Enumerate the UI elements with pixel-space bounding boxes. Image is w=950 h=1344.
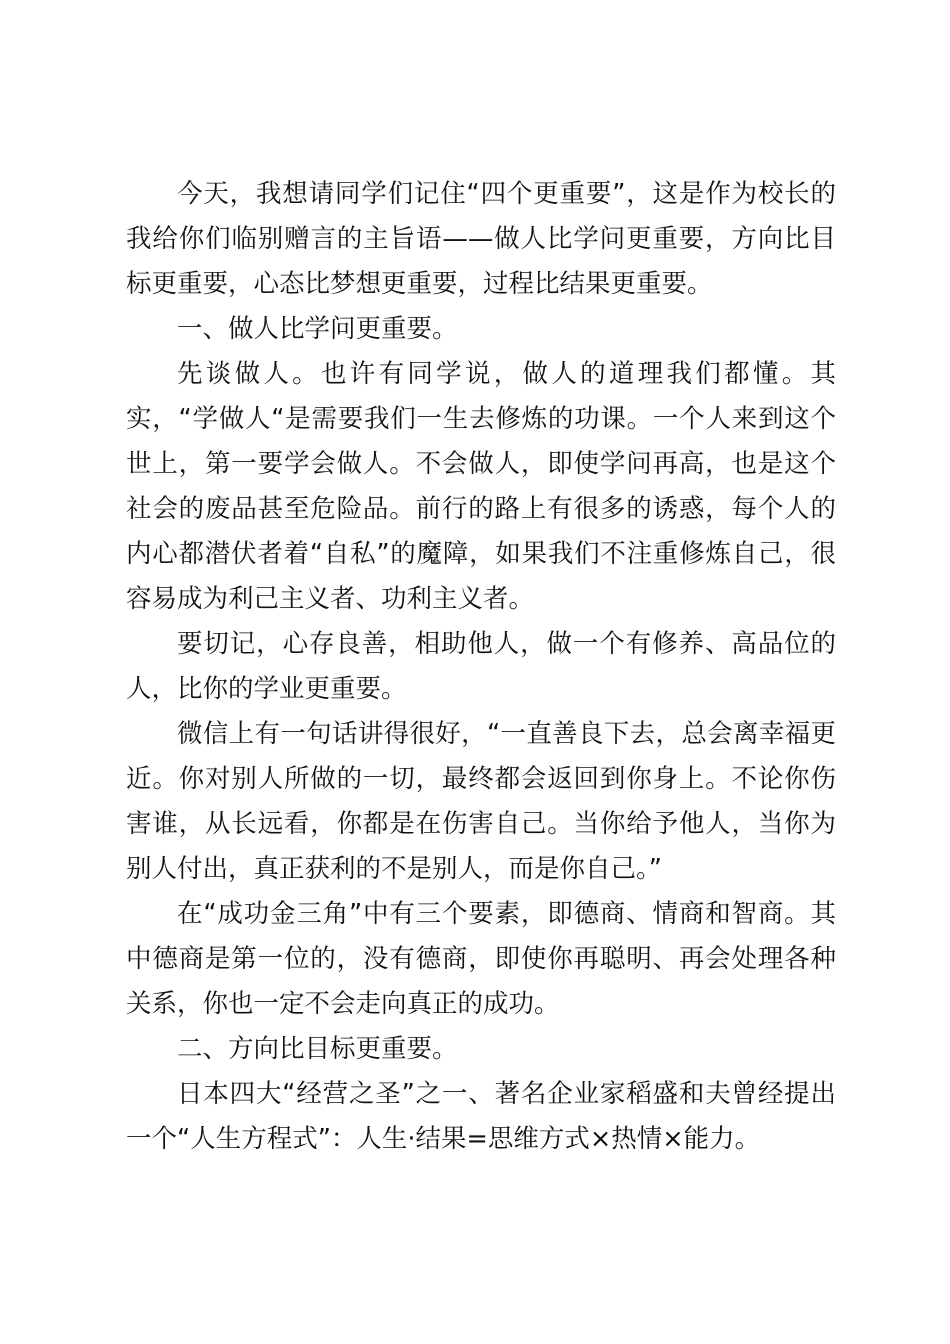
- section-heading-2: 二、方向比目标更重要。: [177, 1034, 458, 1064]
- paragraph-reminder: 要切记，心存良善，相助他人，做一个有修养、高品位的人，比你的学业更重要。: [126, 629, 836, 704]
- document-body: [126, 172, 836, 1162]
- paragraph-success-triangle: 在“成功金三角”中有三个要素，即德商、情商和智商。其中德商是第一位的，没有德商，即使你再聪明、再会处理各种关系，你也一定不会走向真正的成功。: [126, 899, 836, 1019]
- paragraph-wechat-quote: 微信上有一句话讲得很好，“一直善良下去，总会离幸福更近。你对别人所做的一切，最终都会返回到你身上。不论你伤害谁，从长远看，你都是在伤害自己。当你给予他人，当你为别人付出，真正获利的不是别人，而是你自己。”: [126, 719, 836, 884]
- paragraph-conduct: 先谈做人。也许有同学说，做人的道理我们都懂。其实，“学做人“是需要我们一生去修炼的功课。一个人来到这个世上，第一要学会做人。不会做人，即使学问再高，也是这个社会的废品甚至危险品。前行的路上有很多的诱惑，每个人的内心都潜伏者着“自私”的魔障，如果我们不注重修炼自己，很容易成为利己主义者、功利主义者。: [126, 359, 836, 614]
- paragraph-life-equation: 日本四大“经营之圣”之一、著名企业家稻盛和夫曾经提出一个“人生方程式”：人生·结果=思维方式×热情×能力。: [126, 1079, 836, 1154]
- section-heading-1: 一、做人比学问更重要。: [177, 314, 458, 344]
- paragraph-intro: 今天，我想请同学们记住“四个更重要”，这是作为校长的我给你们临别赠言的主旨语——做人比学问更重要，方向比目标更重要，心态比梦想更重要，过程比结果更重要。: [126, 179, 836, 299]
